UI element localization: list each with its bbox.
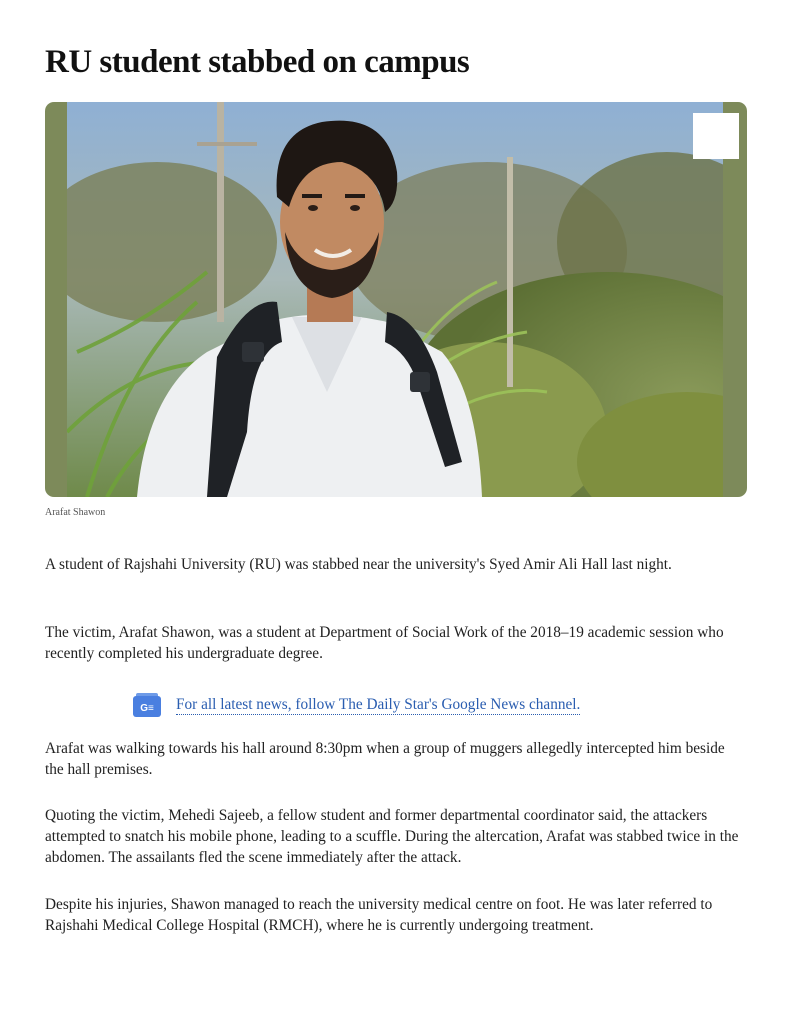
google-news-icon-label: G≡	[140, 703, 154, 714]
portrait-illustration	[67, 102, 723, 497]
google-news-icon	[133, 692, 161, 718]
paragraph-2: The victim, Arafat Shawon, was a student at Department of Social Work of the 2018–19 academic session who recently completed his undergraduate degree.	[45, 624, 724, 662]
paragraph-3: Arafat was walking towards his hall around 8:30pm when a group of muggers allegedly intercepted him beside the hall premises.	[45, 740, 725, 778]
paragraph-1: A student of Rajshahi University (RU) was stabbed near the university's Syed Amir Ali Hall last night.	[45, 556, 672, 573]
photo-scene	[67, 102, 723, 497]
paragraph-5: Despite his injuries, Shawon managed to reach the university medical centre on foot. He was later referred to Rajshahi Medical College Hospital (RMCH), where he is currently undergoing treatment.	[45, 896, 713, 934]
article-photo	[45, 102, 747, 497]
paragraph-4: Quoting the victim, Mehedi Sajeeb, a fellow student and former departmental coordinator said, the attackers attempted to snatch his mobile phone, leading to a scuffle. During the altercation, Arafat was stabbed twice in the abdomen. The assailants fled the scene immediately after the attack.	[45, 807, 739, 866]
photo-corner-badge	[693, 113, 739, 159]
google-news-follow-link[interactable]: For all latest news, follow The Daily Star's Google News channel.	[176, 695, 581, 713]
photo-caption: Arafat Shawon	[45, 507, 106, 518]
headline: RU student stabbed on campus	[45, 44, 470, 80]
google-news-follow[interactable]	[133, 692, 580, 718]
